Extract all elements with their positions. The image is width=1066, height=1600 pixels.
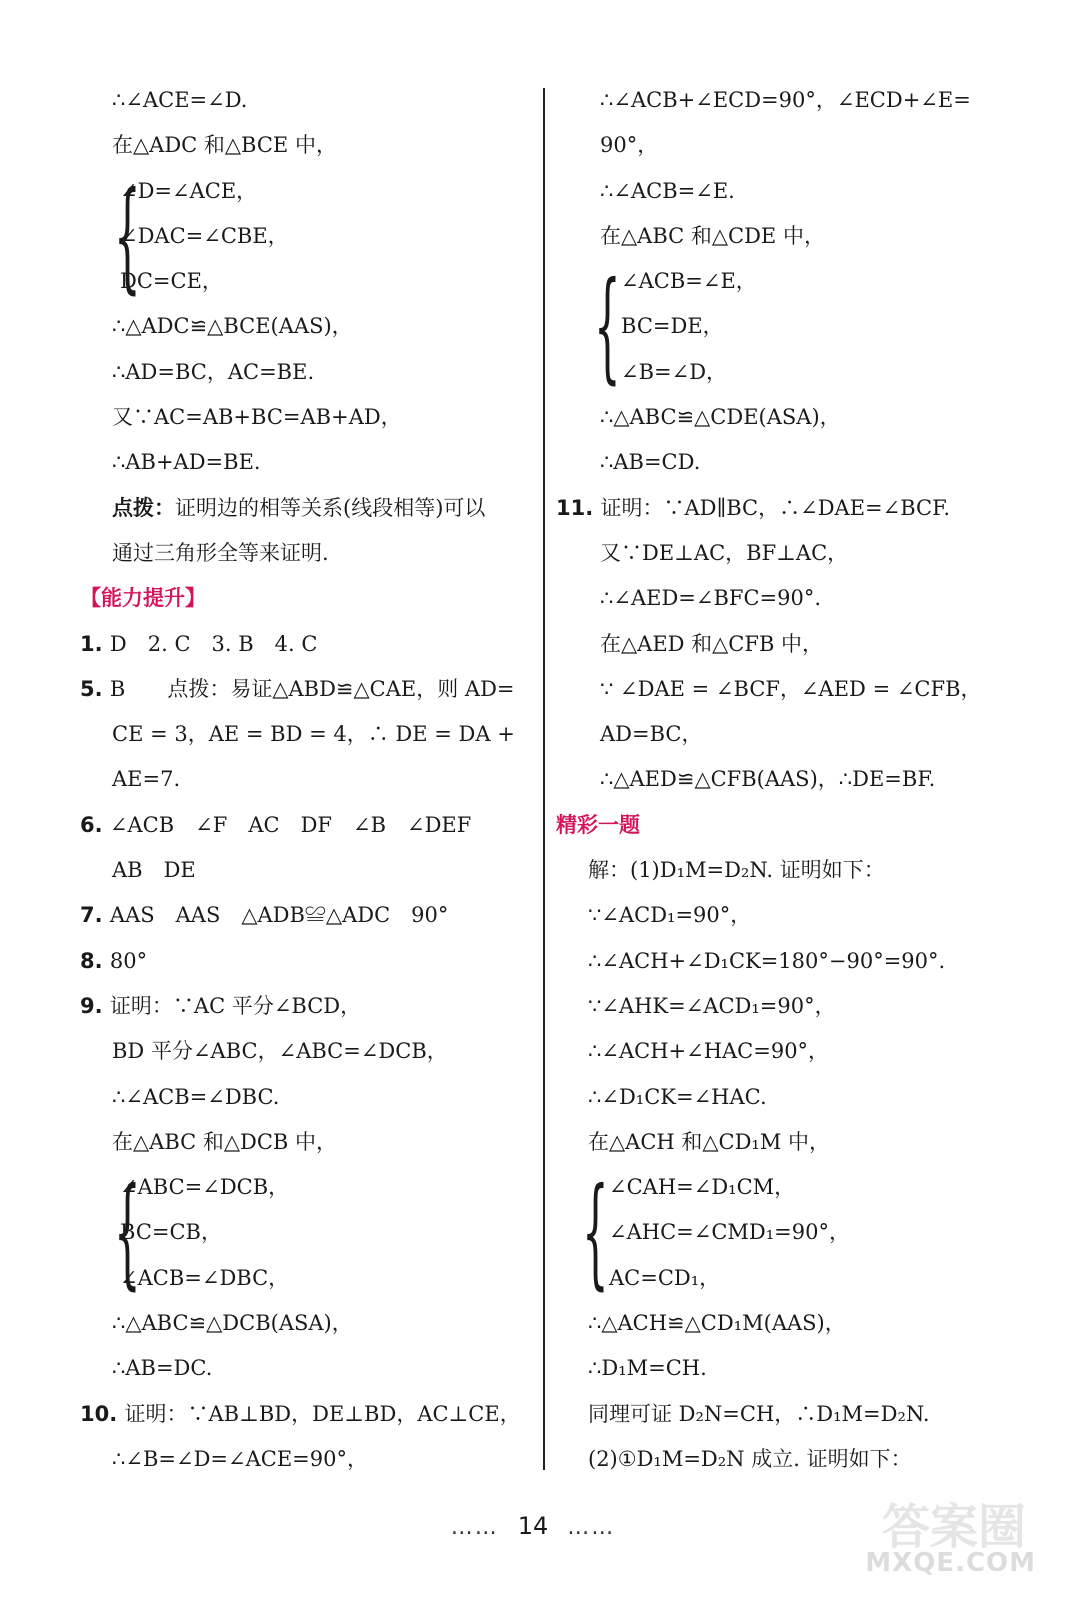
line-text: BC=CB， — [120, 1220, 222, 1245]
line-text: AE=7. — [112, 767, 181, 792]
text-line — [556, 803, 1026, 848]
text-line — [556, 576, 1026, 621]
line-text: 80° — [109, 948, 148, 973]
question-number: 1. — [80, 631, 110, 656]
line-text: ∵ ∠DAE = ∠BCF，∠AED = ∠CFB， — [600, 676, 982, 701]
text-line — [556, 350, 1026, 395]
line-text: ∠ACB=∠E， — [600, 269, 757, 294]
left-column — [80, 78, 540, 1482]
watermark-mark: 答案圈 — [881, 1499, 1026, 1555]
text-line — [80, 304, 540, 349]
text-line — [80, 486, 540, 531]
line-text: 同理可证 D₂N=CH，∴D₁M=D₂N. — [588, 1401, 930, 1426]
text-line — [556, 1120, 1026, 1165]
line-text: CE = 3，AE = BD = 4，∴ DE = DA + — [112, 722, 515, 747]
text-line — [80, 1392, 540, 1437]
line-text: 通过三角形全等来证明. — [112, 540, 329, 565]
text-line — [556, 712, 1026, 757]
text-line — [556, 440, 1026, 485]
line-text: AC=CD₁， — [588, 1265, 721, 1290]
line-text: D 2. C 3. B 4. C — [109, 631, 318, 656]
line-text: B 点拨：易证△ABD≌△CAE，则 AD= — [109, 676, 515, 701]
text-line — [556, 893, 1026, 938]
text-line — [556, 667, 1026, 712]
section-heading: 精彩一题 — [556, 812, 640, 837]
line-text: ∴∠B=∠D=∠ACE=90°， — [112, 1446, 368, 1471]
curly-brace-icon: { — [114, 1163, 141, 1303]
footer-dots-left: …… — [450, 1515, 499, 1540]
line-text: BD 平分∠ABC，∠ABC=∠DCB， — [112, 1039, 448, 1064]
text-line — [80, 78, 540, 123]
line-text: AAS AAS △ADB≌△ADC 90° — [109, 903, 449, 928]
text-line — [80, 1120, 540, 1165]
line-text: ∴∠D₁CK=∠HAC. — [588, 1084, 767, 1109]
line-text: ∴△ADC≌△BCE(AAS)， — [112, 314, 353, 339]
line-text: ∵∠ACD₁=90°， — [588, 903, 752, 928]
text-line — [80, 1437, 540, 1482]
question-number: 9. — [80, 993, 110, 1018]
text-line — [556, 848, 1026, 893]
text-line — [556, 1029, 1026, 1074]
line-text: (2)①D₁M=D₂N 成立. 证明如下： — [588, 1446, 912, 1471]
column-divider — [543, 88, 545, 1470]
line-text: ∴∠AED=∠BFC=90°. — [600, 586, 822, 611]
line-text: 在△ACH 和△CD₁M 中， — [588, 1129, 831, 1154]
question-number: 11. — [556, 495, 601, 520]
line-text: ∠ABC=∠DCB， — [120, 1175, 290, 1200]
line-text: ∴△ABC≌△CDE(ASA)， — [600, 405, 841, 430]
watermark-logo — [866, 1488, 1036, 1578]
text-line — [556, 486, 1026, 531]
line-text: 90°， — [600, 133, 659, 158]
question-number: 8. — [80, 948, 110, 973]
line-text: 在△ABC 和△DCB 中， — [112, 1129, 338, 1154]
right-column — [556, 78, 1026, 1482]
text-line — [556, 1301, 1026, 1346]
line-text: ∴△AED≌△CFB(AAS)，∴DE=BF. — [600, 767, 936, 792]
text-line — [556, 1392, 1026, 1437]
line-text: ∴AD=BC，AC=BE. — [112, 359, 315, 384]
line-text: ∵∠AHK=∠ACD₁=90°， — [588, 993, 836, 1018]
text-line — [556, 395, 1026, 440]
line-text: ∴∠ACB=∠DBC. — [112, 1084, 280, 1109]
question-number: 6. — [80, 812, 110, 837]
line-text: ∠B=∠D， — [600, 359, 728, 384]
line-text: 在△ADC 和△BCE 中， — [112, 133, 337, 158]
text-line — [80, 1301, 540, 1346]
line-text: ∴AB=DC. — [112, 1356, 213, 1381]
line-text: ∴∠ACH+∠D₁CK=180°−90°=90°. — [588, 948, 946, 973]
text-line — [556, 939, 1026, 984]
text-line — [80, 712, 540, 757]
text-line — [80, 893, 540, 938]
line-text: ∴∠ACE=∠D. — [112, 88, 248, 112]
text-line — [556, 1256, 1026, 1301]
text-line — [80, 1210, 540, 1255]
text-line — [80, 1075, 540, 1120]
line-text: ∠D=∠ACE， — [120, 178, 258, 203]
line-text: 又∵DE⊥AC，BF⊥AC， — [600, 540, 849, 565]
line-text: 证明：∵AC 平分∠BCD， — [109, 993, 362, 1018]
line-text: 证明边的相等关系(线段相等)可以 — [175, 495, 486, 520]
line-text: 解：(1)D₁M=D₂N. 证明如下： — [588, 858, 885, 883]
line-text: ∠ACB ∠F AC DF ∠B ∠DEF — [109, 812, 472, 837]
line-text: BC=DE， — [600, 314, 724, 339]
line-text: ∴AB+AD=BE. — [112, 450, 261, 475]
text-line — [80, 622, 540, 667]
text-line — [80, 531, 540, 576]
section-heading: 【能力提升】 — [80, 586, 206, 611]
line-text: 证明：∵AD∥BC，∴∠DAE=∠BCF. — [600, 495, 951, 520]
line-text: 在△ABC 和△CDE 中， — [600, 223, 825, 248]
text-line — [556, 1437, 1026, 1482]
text-line — [556, 622, 1026, 667]
text-line — [80, 576, 540, 621]
text-line — [556, 1210, 1026, 1255]
curly-brace-icon: { — [582, 1163, 609, 1303]
text-line — [80, 803, 540, 848]
text-line — [80, 350, 540, 395]
text-line — [556, 1346, 1026, 1391]
line-text: ∠CAH=∠D₁CM， — [588, 1175, 796, 1200]
line-text: DC=CE， — [120, 269, 223, 294]
watermark-text: MXQE.COM — [865, 1548, 1036, 1578]
text-line — [80, 214, 540, 259]
hint-label: 点拨： — [112, 495, 175, 520]
page-number: 14 — [517, 1512, 549, 1540]
text-line — [556, 984, 1026, 1029]
text-line — [80, 1029, 540, 1074]
text-line — [80, 667, 540, 712]
line-text: 又∵AC=AB+BC=AB+AD， — [112, 405, 402, 430]
line-text: ∴AB=CD. — [600, 450, 701, 475]
line-text: ∴△ABC≌△DCB(ASA)， — [112, 1311, 353, 1336]
line-text: 证明：∵AB⊥BD，DE⊥BD，AC⊥CE， — [124, 1401, 521, 1426]
text-line — [80, 984, 540, 1029]
text-line — [80, 848, 540, 893]
curly-brace-icon: { — [594, 257, 621, 397]
text-line — [80, 939, 540, 984]
text-line — [80, 123, 540, 168]
line-text: ∠ACB=∠DBC， — [120, 1265, 290, 1290]
line-text: ∴∠ACB=∠E. — [600, 178, 735, 203]
text-line — [80, 1256, 540, 1301]
text-line — [556, 214, 1026, 259]
question-number: 7. — [80, 903, 110, 928]
line-text: AD=BC， — [600, 722, 703, 747]
text-line — [80, 395, 540, 440]
line-text: ∴∠ACH+∠HAC=90°， — [588, 1039, 830, 1064]
question-number: 5. — [80, 676, 110, 701]
line-text: ∴D₁M=CH. — [588, 1356, 707, 1381]
line-text: AB DE — [112, 858, 196, 883]
text-line — [556, 304, 1026, 349]
text-line — [80, 757, 540, 802]
curly-brace-icon: { — [114, 166, 141, 306]
text-line — [556, 531, 1026, 576]
text-line — [80, 259, 540, 304]
text-line — [556, 78, 1026, 123]
line-text: ∠DAC=∠CBE， — [120, 223, 289, 248]
text-line — [556, 169, 1026, 214]
text-line — [80, 1346, 540, 1391]
line-text: 在△AED 和△CFB 中， — [600, 631, 824, 656]
line-text: ∴∠ACB+∠ECD=90°，∠ECD+∠E= — [600, 88, 971, 112]
question-number: 10. — [80, 1401, 125, 1426]
footer-dots-right: …… — [567, 1515, 616, 1540]
line-text: ∠AHC=∠CMD₁=90°， — [588, 1220, 850, 1245]
text-line — [556, 1075, 1026, 1120]
line-text: ∴△ACH≌△CD₁M(AAS)， — [588, 1311, 846, 1336]
text-line — [556, 123, 1026, 168]
text-line — [556, 757, 1026, 802]
text-line — [80, 440, 540, 485]
